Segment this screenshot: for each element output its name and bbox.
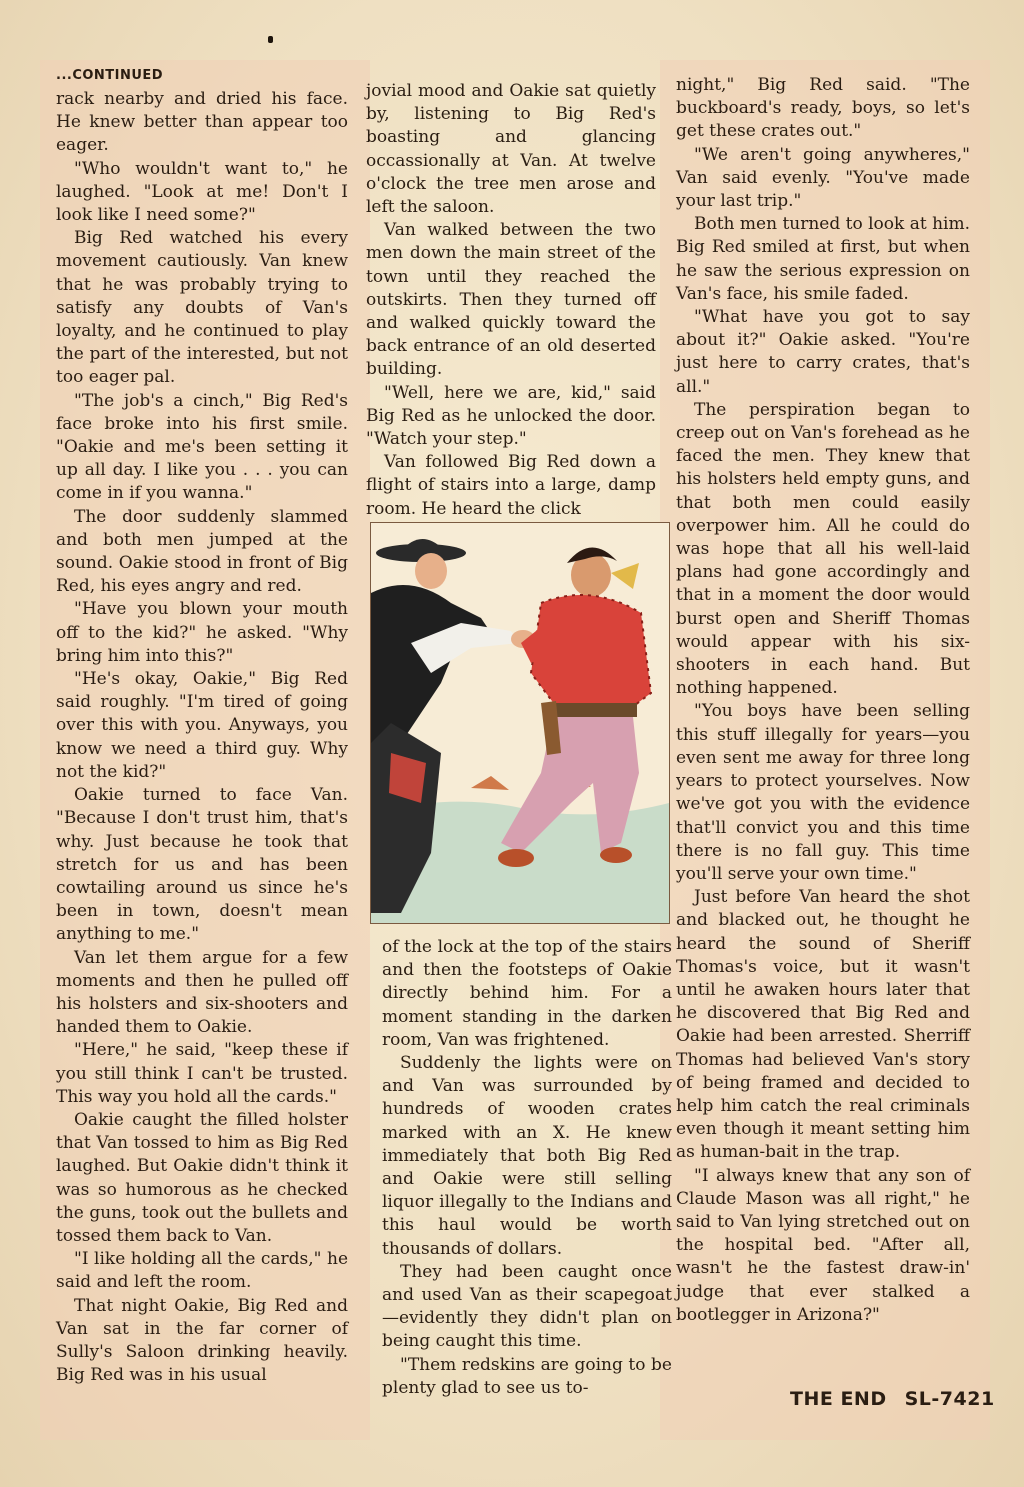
continued-label: ...CONTINUED: [56, 68, 164, 83]
paragraph: Oakie caught the filled holster that Van tossed to him as Big Red laughed. But Oakie didn't think it was so humorous as he checked the guns, took out the bullets and tossed them back to Van.: [56, 1109, 348, 1246]
paragraph: Big Red watched his every movement cautiously. Van knew that he was probably trying to satisfy any doubts of Van's loyalty, and he continued to play the part of the interested, but not too eager pal.: [56, 228, 348, 388]
paragraph: of the lock at the top of the stairs and then the footsteps of Oakie directly behind him. For a moment standing in the darken room, Van was frightened.: [382, 937, 672, 1050]
paragraph: They had been caught once and used Van as their scapegoat —evidently they didn't plan on being caught this time.: [382, 1261, 672, 1352]
paragraph: Van walked between the two men down the main street of the town until they reached the outskirts. Then they turned off and walked quickly toward the back entrance of an old deserted building.: [366, 220, 656, 380]
paragraph: "Here," he said, "keep these if you still think I can't be trusted. This way you hold all the cards.": [56, 1040, 348, 1107]
paragraph: The door suddenly slammed and both men jumped at the sound. Oakie stood in front of Big Red, his eyes angry and red.: [56, 506, 348, 597]
paragraph: jovial mood and Oakie sat quietly by, listening to Big Red's boasting and glancing occassionally at Van. At twelve o'clock the tree men arose and left the saloon.: [366, 81, 656, 218]
paragraph: "You boys have been selling this stuff illegally for years—you even sent me away for three long years to protect yourselves. Now we've got you with the evidence that'll convict you and this time there is no fall guy. This time you'll serve your own time.": [676, 701, 970, 884]
end-line: [790, 1388, 1013, 1410]
paragraph: Both men turned to look at him. Big Red smiled at first, but when he saw the serious expression on Van's face, his smile faded.: [676, 214, 971, 304]
paragraph: "I like holding all the cards," he said and left the room.: [56, 1249, 348, 1293]
paragraph: "Well, here we are, kid," said Big Red as he unlocked the door. "Watch your step.": [366, 382, 656, 450]
paragraph: "Have you blown your mouth off to the kid?" he asked. "Why bring him into this?": [56, 599, 348, 666]
paragraph: Oakie turned to face Van. "Because I don't trust him, that's why. Just because he took that stretch for us and has been cowtailing around us since he's been in town, doesn't mean anything to me.": [56, 785, 348, 945]
paragraph: "We aren't going anywheres," Van said evenly. "You've made your last trip.": [676, 144, 970, 212]
paragraph: "What have you got to say about it?" Oakie asked. "You're just here to carry crates, that's all.": [676, 307, 970, 397]
text-column-3: [676, 74, 970, 1327]
story-code: SL-7421: [904, 1388, 995, 1410]
paragraph: Van let them argue for a few moments and then he pulled off his holsters and six-shooters and handed them to Oakie.: [56, 947, 348, 1038]
paragraph: That night Oakie, Big Red and Van sat in the far corner of Sully's Saloon drinking heavily. Big Red was in his usual: [56, 1295, 348, 1386]
gunfight-illustration-icon: [370, 522, 670, 924]
paragraph: rack nearby and dried his face. He knew better than appear too eager.: [56, 89, 348, 156]
paragraph: night," Big Red said. "The buckboard's ready, boys, so let's get these crates out.": [676, 75, 970, 142]
paragraph: "The job's a cinch," Big Red's face broke into his first smile. "Oakie and me's been setting it up all day. I like you . . . you can come in if you wanna.": [56, 390, 348, 504]
paragraph: The perspiration began to creep out on Van's forehead as he faced the men. They knew that his holsters held empty guns, and that both men could easily overpower him. All he could do was hope that all his well-laid plans had gone accordingly and that in a moment the door would burst open and Sheriff Thomas would appear with his six-shooters in each hand. But nothing happened.: [676, 399, 970, 699]
print-speck: [268, 36, 273, 43]
paragraph: "Them redskins are going to be plenty glad to see us to-: [382, 1354, 672, 1398]
paragraph: "Who wouldn't want to," he laughed. "Look at me! Don't I look like I need some?": [56, 158, 348, 226]
text-column-2-top: [366, 80, 656, 521]
paragraph: Just before Van heard the shot and blacked out, he thought he heard the sound of Sheriff Thomas's voice, but it wasn't until he awaken hours later that he discovered that Big Red and Oakie had been arrested. Sherriff Thomas had believed Van's story of being framed and decided to help him catch the real criminals even though it meant setting him as human-bait in the trap.: [676, 887, 970, 1163]
text-column-1: [56, 88, 348, 1387]
the-end-label: THE END: [790, 1388, 887, 1410]
paragraph: "He's okay, Oakie," Big Red said roughly. "I'm tired of going over this with you. Anyways, you know we need a third guy. Why not the kid?": [56, 669, 348, 782]
text-column-2-bottom: [382, 936, 672, 1400]
paragraph: "I always knew that any son of Claude Mason was all right," he said to Van lying stretched out on the hospital bed. "After all, wasn't he the fastest draw-in' judge that ever stalked a bootlegger in Arizona?": [676, 1165, 970, 1325]
paragraph: Suddenly the lights were on and Van was surrounded by hundreds of wooden crates marked with an X. He knew immediately that both Big Red and Oakie were still selling liquor illegally to the Indians and this haul would be worth thousands of dollars.: [382, 1053, 672, 1259]
paragraph: Van followed Big Red down a flight of stairs into a large, damp room. He heard the click: [366, 452, 656, 519]
